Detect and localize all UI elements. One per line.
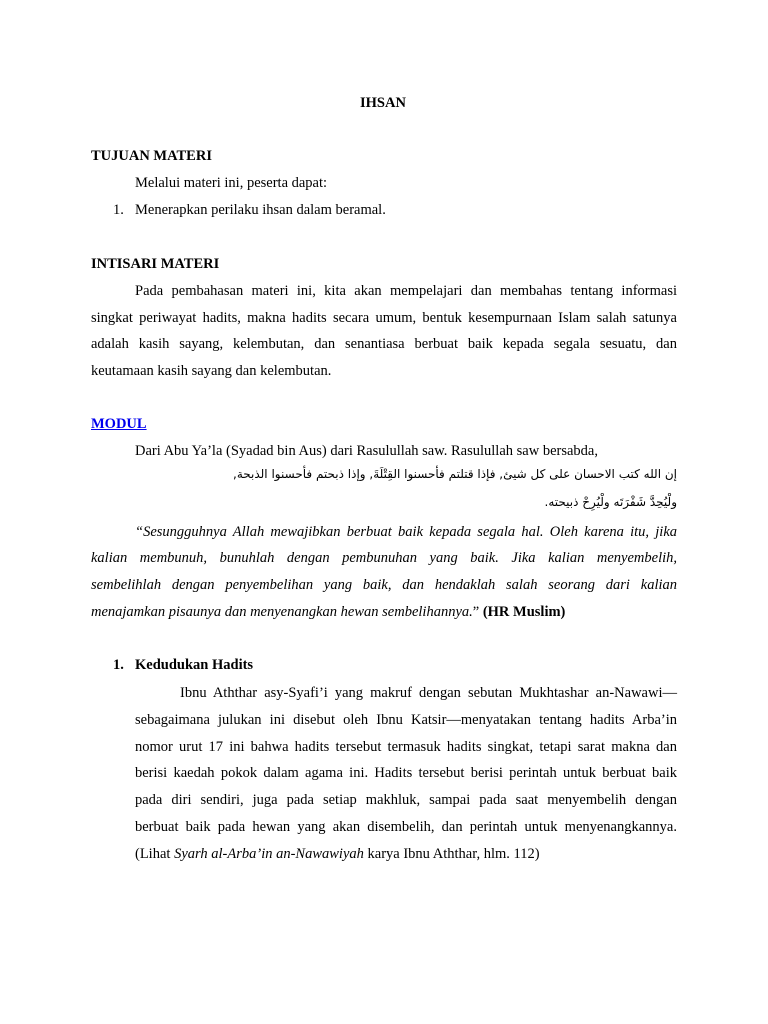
ref-book-title: Syarh al-Arba’in an-Nawawiyah [174, 846, 364, 862]
tujuan-item-text: Menerapkan perilaku ihsan dalam beramal. [135, 202, 386, 218]
intisari-line: Pada pembahasan materi ini, kita akan mempelajari dan membahas tentang informasi [135, 283, 677, 299]
hadith-arabic-line: ولْيُحِدَّ شَفْرَتَه ولْيُرِحْ ذبيحته. [544, 495, 677, 509]
hadith-source: (HR Muslim) [482, 604, 566, 620]
section-line: sebagaimana julukan ini disebut oleh Ibnu Katsir—menyatakan tentang hadits Arba’in [135, 712, 677, 728]
intisari-heading: INTISARI MATERI [91, 256, 220, 272]
translation-line: “Sesungguhnya Allah mewajibkan berbuat baik kepada segala hal. Oleh karena itu, jika [135, 524, 677, 540]
translation-line: sembelihlah dengan penyembelihan yang baik, dan hendaklah salah seorang dari kalian [91, 577, 677, 593]
modul-heading-link[interactable]: MODUL [91, 416, 147, 432]
section-line: Ibnu Aththar asy-Syafi’i yang makruf dengan sebutan Mukhtashar an-Nawawi— [180, 685, 677, 701]
section-line: berbuat baik pada hewan yang akan disembelih, dan perintah untuk menyenangkannya. [135, 819, 677, 835]
section-heading: Kedudukan Hadits [135, 657, 254, 673]
intisari-line: singkat periwayat hadits, makna hadits secara umum, bentuk kesempurnaan Islam salah satunya [91, 310, 677, 326]
tujuan-intro: Melalui materi ini, peserta dapat: [135, 175, 328, 191]
tujuan-item-number: 1. [113, 202, 124, 218]
ref-suffix: karya Ibnu Aththar, hlm. 112) [363, 846, 540, 862]
translation-line: kalian membunuh, bunuhlah dengan pembunuhan yang baik. Jika kalian menyembelih, [91, 550, 677, 566]
section-line: nomor urut 17 ini bahwa hadits tersebut termasuk hadits singkat, tetapi sarat makna dan [135, 739, 677, 755]
translation-text: menajamkan pisaunya dan menyenangkan hewan sembelihannya. [91, 604, 473, 620]
translation-last-line [91, 605, 565, 620]
page-title: IHSAN [360, 95, 406, 111]
section-line: pada diri sendiri, juga pada setiap makhluk, sampai pada saat menyembelih dengan [135, 792, 677, 808]
modul-intro: Dari Abu Ya’la (Syadad bin Aus) dari Rasulullah saw. Rasulullah saw bersabda, [135, 443, 598, 459]
hadith-arabic-line: إن الله كتب الاحسان على كل شيئ, فإذا قتلتم فأحسنوا القِتْلَةَ, وإذا ذبحتم فأحسنوا الذبحة, [233, 467, 677, 481]
ref-prefix: (Lihat [135, 846, 175, 862]
section-line: berisi kaedah pokok dalam agama ini. Hadits tersebut berisi perintah untuk berbuat baik [135, 765, 677, 781]
intisari-line: keutamaan kasih sayang dan kelembutan. [91, 363, 332, 379]
section-number: 1. [113, 657, 124, 673]
close-quote: ” [472, 604, 480, 620]
tujuan-heading: TUJUAN MATERI [91, 148, 212, 164]
intisari-line: adalah kasih sayang, kelembutan, dan senantiasa berbuat baik kepada segala sesuatu, dan [91, 336, 677, 352]
section-reference [135, 847, 540, 862]
